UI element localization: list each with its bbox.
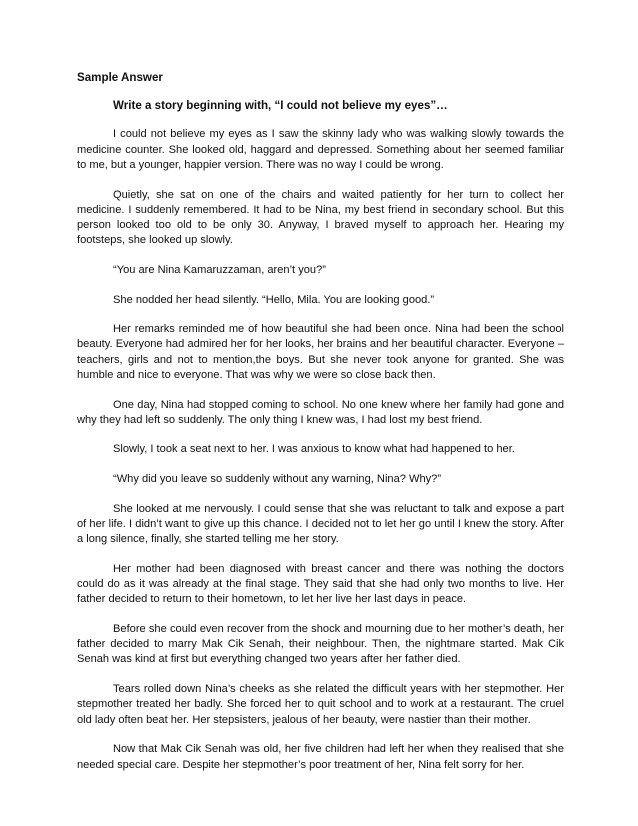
paragraph: One day, Nina had stopped coming to school. No one knew where her family had gone and why they had left so suddenly. The only thing I knew was, I had lost my best friend. (77, 398, 564, 426)
paragraph: She looked at me nervously. I could sense that she was reluctant to talk and expose a part of her life. I didn’t want to give up this chance. I decided not to let her go until I knew the story. After a long silence, finally, she started telling me her story. (77, 502, 564, 546)
paragraph: “You are Nina Kamaruzzaman, aren’t you?” (113, 263, 326, 276)
paragraph: Tears rolled down Nina’s cheeks as she related the difficult years with her stepmother. Her stepmother treated her badly. She forced her to quit school and to work at a restaurant. The cruel old lady often beat her. Her stepsisters, jealous of her beauty, were nastier than their mother. (77, 683, 564, 726)
document-page (77, 70, 564, 787)
page-heading: Sample Answer (77, 71, 163, 84)
paragraph: Her mother had been diagnosed with breast cancer and there was nothing the doctors could do as it was already at the final stage. They said that she had only two months to live. Her father decided to return to their hometown, to let her live her last days in peace. (77, 562, 564, 606)
paragraph: She nodded her head silently. “Hello, Mila. You are looking good.” (113, 293, 435, 306)
paragraph: I could not believe my eyes as I saw the skinny lady who was walking slowly towards the medicine counter. She looked old, haggard and depressed. Something about her seemed familiar to me, but a younger, happier version. There was no way I could be wrong. (77, 128, 564, 171)
paragraph: Slowly, I took a seat next to her. I was anxious to know what had happened to her. (113, 443, 515, 456)
paragraph: Now that Mak Cik Senah was old, her five children had left her when they realised that she needed special care. Despite her stepmother’s poor treatment of her, Nina felt sorry for her. (77, 743, 564, 771)
paragraph: Before she could even recover from the shock and mourning due to her mother’s death, her father decided to marry Mak Cik Senah, their neighbour. Then, the nightmare started. Mak Cik Senah was kind at first but everything changed two years after her father died. (77, 623, 564, 666)
paragraph: Quietly, she sat on one of the chairs and waited patiently for her turn to collect her medicine. I suddenly remembered. It had to be Nina, my best friend in secondary school. But this person looked too old to be only 30. Anyway, I braved myself to approach her. Hearing my footsteps, she looked up slowly. (77, 188, 564, 247)
paragraph: Her remarks reminded me of how beautiful she had been once. Nina had been the school beauty. Everyone had admired her for her looks, her brains and her beautiful character. Everyone – teachers, girls and not to mention,the boys. But she never took anyone for granted. She was humble and nice to everyone. That was why we were so close back then. (77, 323, 564, 381)
story-prompt: Write a story beginning with, “I could not believe my eyes”… (113, 99, 448, 113)
paragraph: “Why did you leave so suddenly without any warning, Nina? Why?” (113, 473, 442, 486)
